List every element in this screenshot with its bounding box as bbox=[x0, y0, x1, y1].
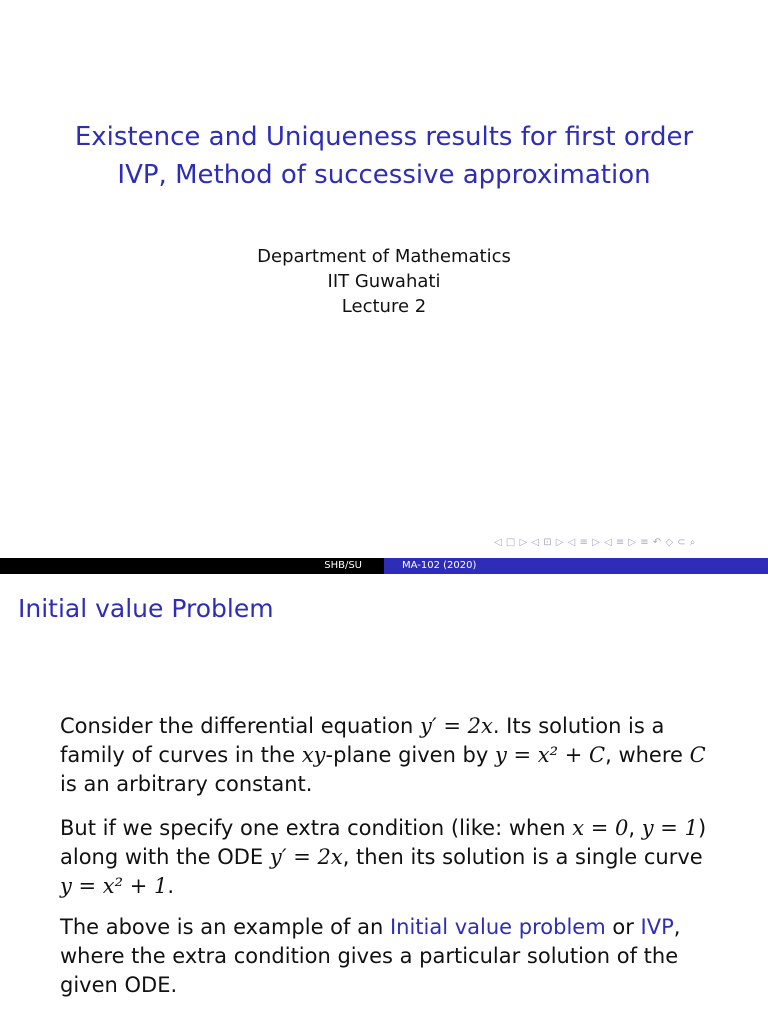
math-expression: y = x² + 1 bbox=[60, 874, 168, 898]
title-line-1: Existence and Uniqueness results for first order bbox=[74, 122, 694, 152]
text: The above is an example of an bbox=[60, 915, 390, 939]
text: . bbox=[167, 874, 175, 898]
math-expression: x = 0 bbox=[572, 816, 629, 840]
department-text: Department of Mathematics bbox=[257, 246, 511, 267]
footer-course-text: MA-102 (2020) bbox=[402, 560, 477, 571]
title-line-2: IVP, Method of successive approximation bbox=[117, 160, 651, 190]
highlight-ivp-term: Initial value problem bbox=[389, 915, 606, 939]
footer-course bbox=[384, 558, 768, 574]
text: is an arbitrary constant. bbox=[60, 772, 313, 796]
text: Consider the differential equation bbox=[60, 714, 421, 738]
text: or bbox=[605, 915, 641, 939]
math-expression: y′ = 2x bbox=[420, 714, 493, 738]
text: , bbox=[628, 816, 642, 840]
content-slide bbox=[0, 574, 768, 1024]
math-expression: C bbox=[689, 743, 706, 767]
slide-footer bbox=[0, 558, 768, 574]
footer-author-text: SHB/SU bbox=[324, 560, 362, 571]
author-info bbox=[0, 244, 768, 319]
institute-text: IIT Guwahati bbox=[327, 271, 441, 292]
footer-author bbox=[0, 558, 384, 574]
text: ) along with the ODE bbox=[60, 816, 707, 869]
presentation-title bbox=[0, 118, 768, 194]
math-expression: y = 1 bbox=[641, 816, 698, 840]
paragraph-initial-condition bbox=[60, 814, 720, 901]
text: . Its solution is a family of curves in the bbox=[60, 714, 665, 767]
beamer-navigation-icons[interactable]: ◁ □ ▷ ◁ ⊡ ▷ ◁ ≡ ▷ ◁ ≡ ▷ ≡ ↶ ◇ ⊂ ⌕ bbox=[494, 537, 696, 548]
text: But if we specify one extra condition (like: when bbox=[60, 816, 573, 840]
math-expression: y′ = 2x bbox=[269, 845, 343, 869]
frame-title: Initial value Problem bbox=[18, 594, 274, 623]
lecture-text: Lecture 2 bbox=[341, 296, 427, 317]
highlight-ivp-abbrev: IVP bbox=[640, 915, 674, 939]
text: -plane given by bbox=[325, 743, 495, 767]
text: , then its solution is a single curve bbox=[342, 845, 703, 869]
paragraph-general-solution bbox=[60, 712, 720, 799]
math-expression: y = x² + C bbox=[495, 743, 606, 767]
text: , where bbox=[605, 743, 690, 767]
paragraph-ivp-definition bbox=[60, 913, 720, 1000]
math-expression: xy bbox=[301, 743, 326, 767]
text: , where the extra condition gives a particular solution of the given ODE. bbox=[60, 915, 681, 997]
